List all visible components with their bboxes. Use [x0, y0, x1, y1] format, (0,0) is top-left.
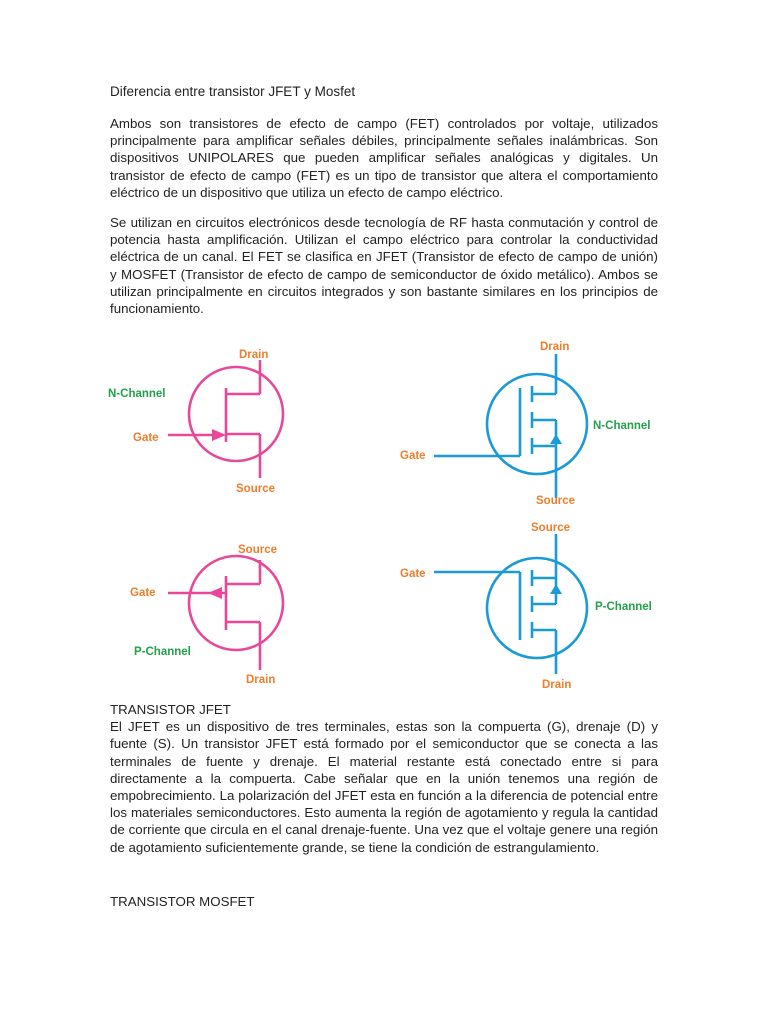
section-mosfet-heading: TRANSISTOR MOSFET: [110, 894, 255, 909]
mosfet-n-drain-label: Drain: [540, 341, 570, 353]
jfet-n-gate-label: Gate: [133, 432, 159, 444]
paragraph-uses: Se utilizan en circuitos electrónicos desde tecnología de RF hasta conmutación y control de potencia hasta amplificación. Utilizan el campo eléctrico para controlar la conductividad eléctrica de un canal. El FET se clasifica en JFET (Transistor de efecto de campo de unión) y MOSFET (Transistor de efecto de campo de semiconductor de óxido metálico). Ambos se utilizan principalmente en circuitos integrados y son bastante similares en los principios de funcionamiento.: [110, 215, 658, 317]
document-body: [110, 84, 658, 330]
mosfet-n-gate-label: Gate: [400, 450, 426, 462]
jfet-p-source-label: Source: [238, 544, 277, 556]
mosfet-n-channel-label: N-Channel: [593, 420, 651, 432]
mosfet-n-channel-symbol: [434, 354, 587, 498]
jfet-p-channel-label: P-Channel: [134, 646, 191, 658]
paragraph-intro: Ambos son transistores de efecto de campo (FET) controlados por voltaje, utilizados principalmente para amplificar señales débiles, principalmente señales inalámbricas. Son dispositivos UNIPOLARES que pueden amplificar señales analógicas y digitales. Un transistor de efecto de campo (FET) es un tipo de transistor que altera el comportamiento eléctrico de un dispositivo que utiliza un efecto de campo eléctrico.: [110, 116, 658, 200]
fet-symbols-diagram: [0, 338, 768, 698]
jfet-p-drain-label: Drain: [246, 674, 276, 686]
section-mosfet: [110, 893, 658, 910]
jfet-n-source-label: Source: [236, 483, 275, 495]
section-jfet-heading: TRANSISTOR JFET: [110, 702, 231, 717]
jfet-n-channel-label: N-Channel: [108, 388, 166, 400]
section-jfet-text: El JFET es un dispositivo de tres terminales, estas son la compuerta (G), drenaje (D) y fuente (S). Un transistor JFET está formado por el semiconductor que se conecta a las terminales de fuente y drenaje. El material restante está conectado entre si para directamente a la compuerta. Cabe señalar que en la unión tenemos una región de empobrecimiento. La polarización del JFET esta en función a la diferencia de potencial entre los materiales semiconductores. Esto aumenta la región de agotamiento y regula la cantidad de corriente que circula en el canal drenaje-fuente. Una vez que el voltaje genere una región de agotamiento suficientemente grande, se tiene la condición de estrangulamiento.: [110, 719, 658, 855]
mosfet-n-source-label: Source: [536, 495, 575, 507]
mosfet-p-drain-label: Drain: [542, 679, 572, 691]
mosfet-p-source-label: Source: [531, 522, 570, 534]
mosfet-p-channel-label: P-Channel: [595, 601, 652, 613]
jfet-p-gate-label: Gate: [130, 587, 156, 599]
jfet-n-drain-label: Drain: [239, 349, 269, 361]
jfet-n-channel-symbol: [168, 360, 283, 478]
mosfet-p-channel-symbol: [434, 534, 587, 674]
section-jfet: [110, 701, 658, 869]
document-title: Diferencia entre transistor JFET y Mosfet: [110, 84, 356, 99]
mosfet-p-gate-label: Gate: [400, 568, 426, 580]
